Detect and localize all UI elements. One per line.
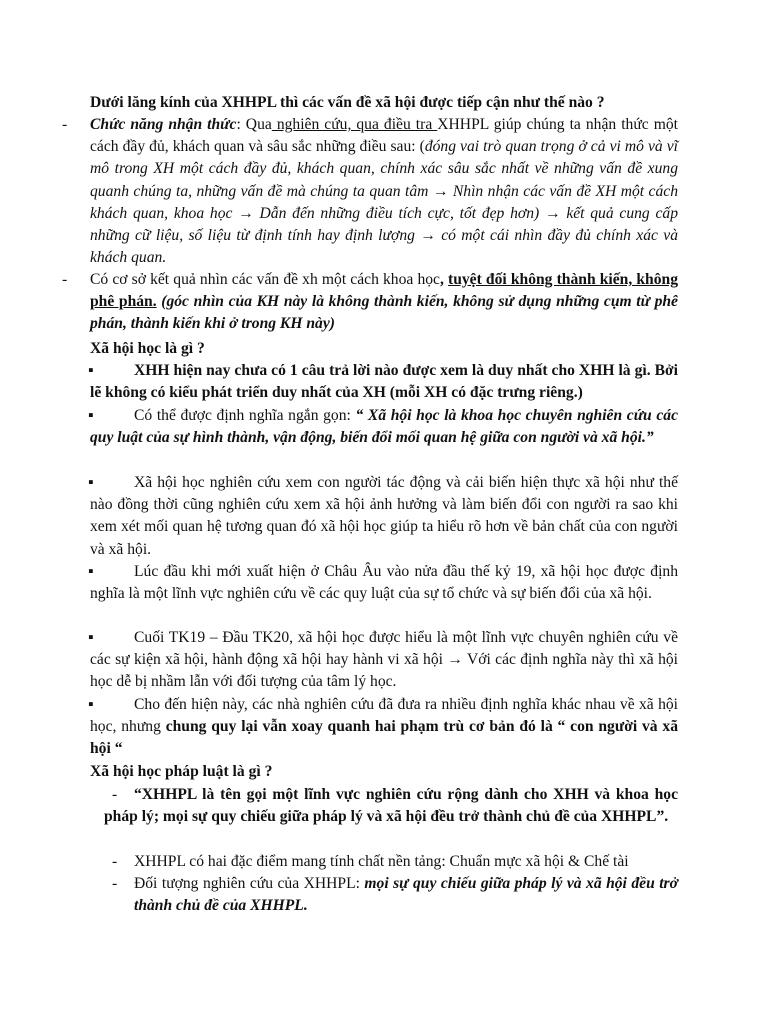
dash-bullet: - <box>62 116 68 133</box>
dash-bullet: - <box>112 786 118 803</box>
intro-text: : Qua <box>236 116 272 133</box>
intro-text: , <box>439 271 449 288</box>
square-bullet: ▪ <box>88 474 94 491</box>
square-bullet: ▪ <box>88 407 94 424</box>
intro-term: Chức năng nhận thức <box>90 116 237 133</box>
list-item: Xã hội học nghiên cứu xem con người tác động và cải biến hiện thực xã hội như thế nào đồng thời cũng nghiên cứu xem xã hội ảnh hưởng và làm biến đổi con người ra sao khi xem xét mối quan hệ tương quan đó xã hội học giúp ta hiểu rõ hơn về bản chất của con người và xã hội. <box>90 474 678 558</box>
list-item-emphasis: chung quy lại vẫn xoay quanh hai phạm trù cơ bản đó là “ con người và xã hội “ <box>90 718 678 758</box>
square-bullet: ▪ <box>88 563 94 580</box>
intro-emphasis: tuyệt đối không thành kiến, không phê phán. <box>90 271 678 311</box>
section-heading: Xã hội học pháp luật là gì ? <box>90 763 273 780</box>
list-item: Lúc đầu khi mới xuất hiện ở Châu Âu vào nửa đầu thế kỷ 19, xã hội học được định nghĩa là một lĩnh vực nghiên cứu về các quy luật của sự tổ chức và sự biến đổi của xã hội. <box>90 563 678 603</box>
square-bullet: ▪ <box>88 362 94 379</box>
definition-quote: “ Xã hội học là khoa học chuyên nghiên cứu các quy luật của sự hình thành, vận động, biến đổi mối quan hệ giữa con người và xã hội.” <box>90 407 678 447</box>
list-item: XHHPL có hai đặc điểm mang tính chất nền tảng: Chuẩn mực xã hội & Chế tài <box>134 853 629 870</box>
list-item-text: Đối tượng nghiên cứu của XHHPL: <box>134 875 365 892</box>
intro-text: XHHPL giúp chúng ta nhận thức một cách đầy đủ, khách quan và sâu sắc những điều sau: ( <box>90 116 679 156</box>
list-item-text: Có thể được định nghĩa ngắn gọn: <box>134 407 356 424</box>
dash-bullet: - <box>112 875 118 892</box>
intro-underlined: nghiên cứu, qua điều tra <box>271 116 438 133</box>
list-item-emphasis: mọi sự quy chiếu giữa pháp lý và xã hội đều trở thành chủ đề của XHHPL. <box>134 875 678 915</box>
list-item-text: Cho đến hiện này, các nhà nghiên cứu đã đưa ra nhiều định nghĩa khác nhau về xã hội học, nhưng <box>90 696 678 736</box>
intro-italic: đóng vai trò quan trọng ở cả vi mô và vĩ mô trong XH một cách đầy đủ, khách quan, chính xác sâu sắc nhất về những vấn đề xung quanh chúng ta, những vấn đề mà chúng ta quan tâm → Nhìn nhận các vấn đề XH một cách khách quan, khoa học → Dẫn đến những điều tích cực, tốt đẹp hơn) → kết quả cung cấp những cữ liệu, số liệu từ định tính hay định lượng → có một cái nhìn đầy đủ chính xác và khách quan. <box>90 138 678 267</box>
dash-bullet: - <box>62 271 68 288</box>
list-item: Cuối TK19 – Đầu TK20, xã hội học được hiểu là một lĩnh vực chuyên nghiên cứu về các sự kiện xã hội, hành động xã hội hay hành vi xã hội → Với các định nghĩa này thì xã hội học dễ bị nhầm lẫn với đối tượng của tâm lý học. <box>90 629 678 691</box>
intro-text: Có cơ sở kết quả nhìn các vấn đề xh một cách khoa học <box>90 271 440 288</box>
section-heading: Xã hội học là gì ? <box>90 340 205 357</box>
list-item <box>90 694 678 761</box>
page-title: Dưới lăng kính của XHHPL thì các vấn đề xã hội được tiếp cận như thế nào ? <box>90 94 605 111</box>
list-item: XHH hiện nay chưa có 1 câu trả lời nào được xem là duy nhất cho XHH là gì. Bởi lẽ không có kiểu phát triển duy nhất của XH (mỗi XH có đặc trưng riêng.) <box>90 362 678 402</box>
intro-italic: (góc nhìn của KH này là không thành kiến, không sử dụng những cụm từ phê phán, thành kiến khi ở trong KH này) <box>90 293 678 333</box>
intro-paragraph-1 <box>90 114 678 269</box>
square-bullet: ▪ <box>88 629 94 646</box>
intro-paragraph-2 <box>90 269 678 336</box>
square-bullet: ▪ <box>88 696 94 713</box>
list-item <box>134 873 678 917</box>
dash-bullet: - <box>112 853 118 870</box>
list-item: “XHHPL là tên gọi một lĩnh vực nghiên cứu rộng dành cho XHH và khoa học pháp lý; mọi sự quy chiếu giữa pháp lý và xã hội đều trở thành chủ đề của XHHPL”. <box>104 786 678 826</box>
list-item <box>90 405 678 449</box>
